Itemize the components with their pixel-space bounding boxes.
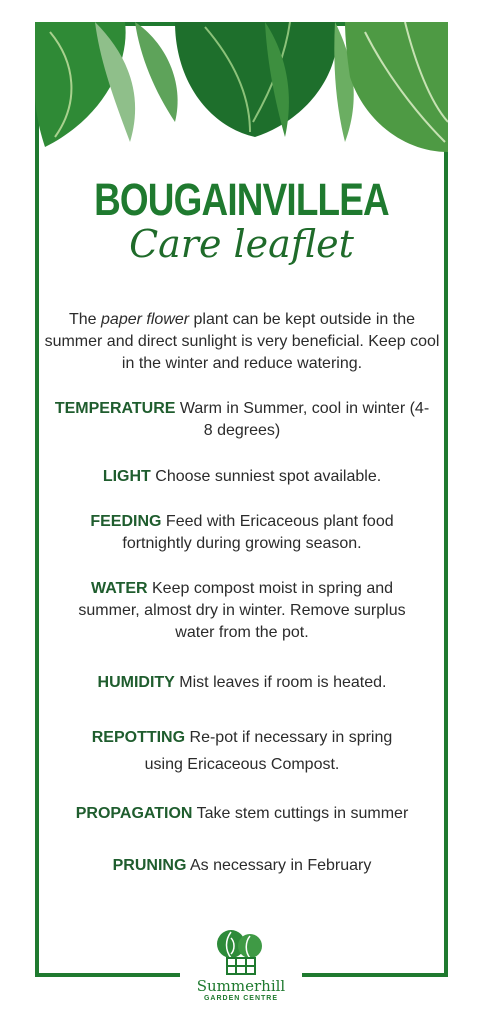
section-pruning bbox=[42, 855, 442, 877]
section-feeding bbox=[72, 511, 412, 555]
leaf-center-monstera bbox=[175, 22, 337, 137]
section-text: Take stem cuttings in summer bbox=[192, 805, 409, 822]
summerhill-logo bbox=[180, 928, 302, 1024]
section-text: As necessary in February bbox=[186, 857, 372, 874]
leaf-right-monstera bbox=[345, 22, 448, 152]
section-text: Choose sunniest spot available. bbox=[150, 468, 382, 485]
section-humidity bbox=[42, 672, 442, 694]
section-text: Warm in Summer, cool in winter (4-8 degrees) bbox=[175, 400, 430, 439]
brand-name: Summerhill bbox=[196, 977, 286, 995]
intro-paragraph bbox=[42, 309, 442, 375]
section-repotting bbox=[82, 724, 402, 778]
section-text: Mist leaves if room is heated. bbox=[174, 674, 387, 691]
section-water bbox=[72, 578, 412, 644]
section-label: REPOTTING bbox=[91, 729, 186, 746]
intro-text-end: plant can be kept outside in the summer and direct sunlight is very beneficial. Keep cool in the winter and reduce watering. bbox=[44, 311, 440, 372]
section-label: PROPAGATION bbox=[75, 805, 193, 822]
section-label: FEEDING bbox=[90, 513, 162, 530]
section-text: Keep compost moist in spring and summer, almost dry in winter. Remove surplus water from the pot. bbox=[78, 580, 406, 641]
section-label: WATER bbox=[90, 580, 148, 597]
section-label: TEMPERATURE bbox=[54, 400, 176, 417]
brand-tagline: GARDEN CENTRE bbox=[203, 995, 279, 1002]
section-text: Re-pot if necessary in spring using Ericaceous Compost. bbox=[144, 729, 393, 773]
garden-trees-icon bbox=[213, 928, 269, 978]
section-light bbox=[42, 466, 442, 488]
plant-title: BOUGAINVILLEA bbox=[94, 174, 389, 225]
section-propagation bbox=[42, 803, 442, 825]
foliage-decoration bbox=[35, 22, 448, 172]
intro-emphasis: paper flower bbox=[101, 311, 190, 328]
section-temperature bbox=[52, 398, 432, 442]
intro-text-start: The bbox=[69, 311, 102, 328]
section-text: Feed with Ericaceous plant food fortnightly during growing season. bbox=[122, 513, 394, 552]
section-label: HUMIDITY bbox=[97, 674, 175, 691]
section-label: LIGHT bbox=[102, 468, 151, 485]
leaflet-subtitle: Care leaflet bbox=[129, 222, 354, 266]
section-label: PRUNING bbox=[112, 857, 187, 874]
